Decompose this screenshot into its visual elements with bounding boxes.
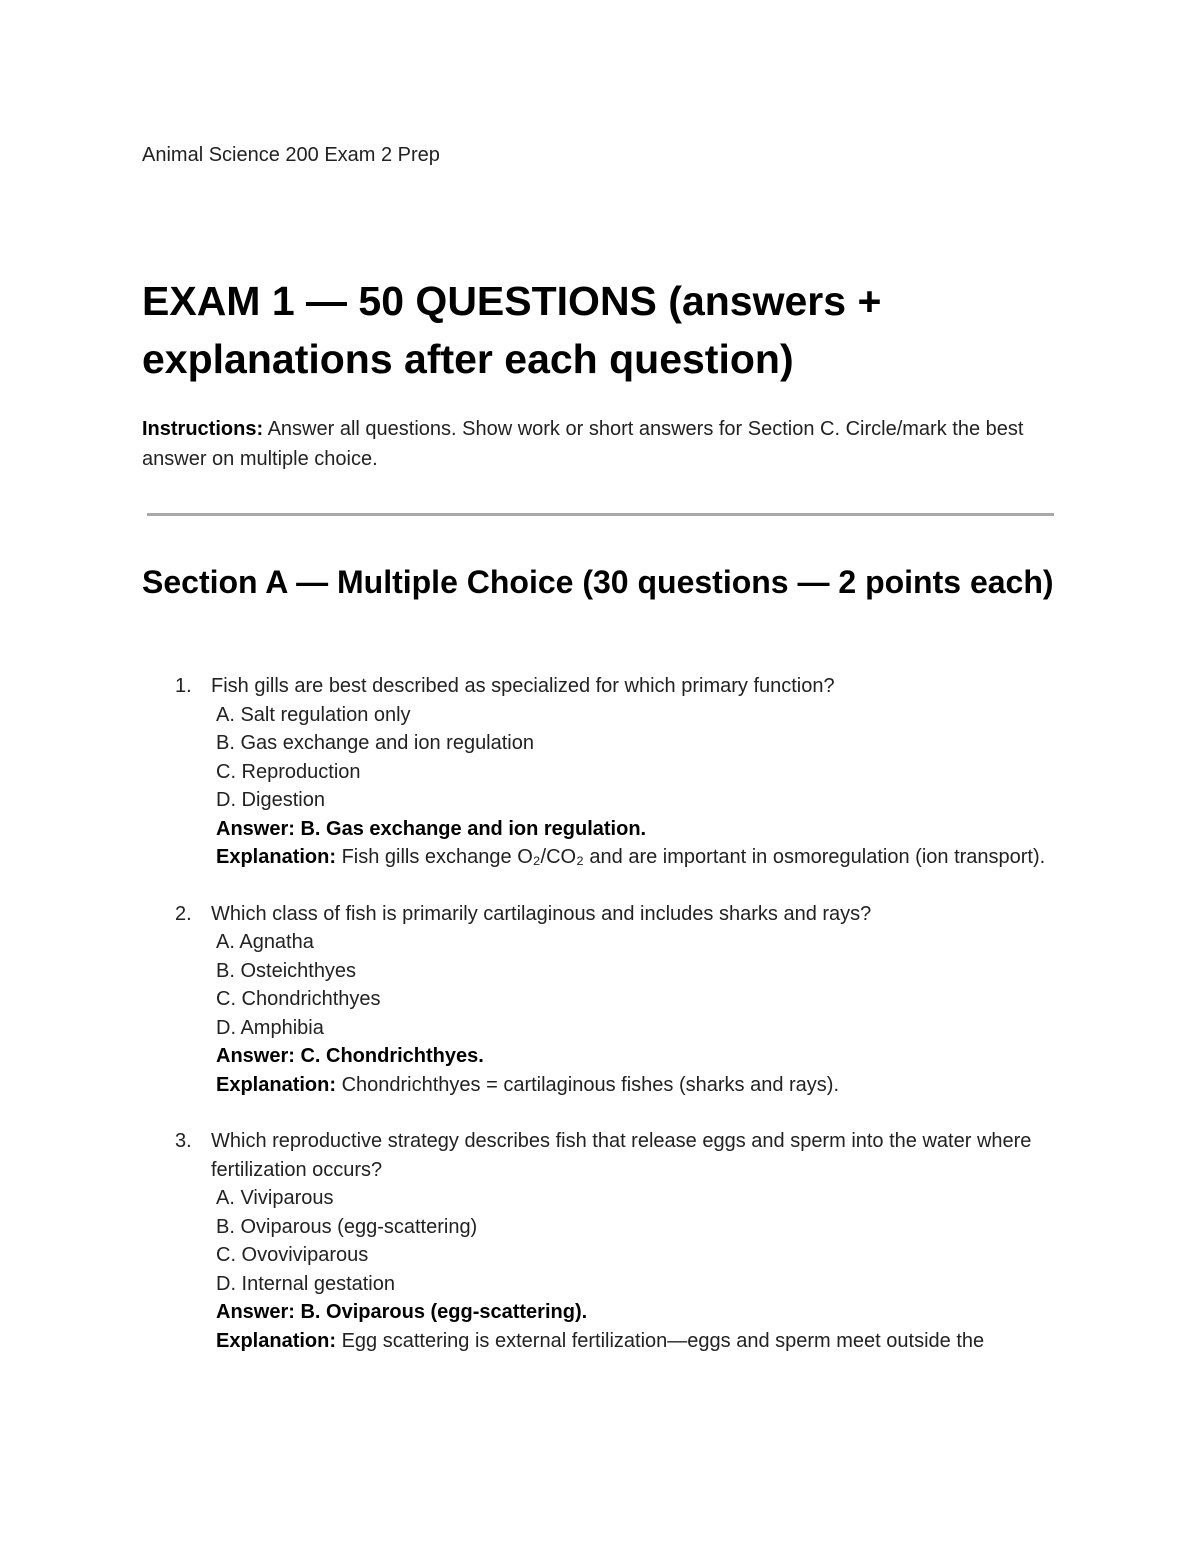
instructions-text: Answer all questions. Show work or short answers for Section C. Circle/mark the best answer on multiple choice. [142,418,1024,470]
explanation-text: Chondrichthyes = cartilaginous fishes (sharks and rays). [336,1073,840,1096]
explanation [211,1327,1061,1356]
question-number: 2. [175,902,192,925]
instructions [142,414,1072,474]
answer-option: A. Salt regulation only [216,703,411,726]
question-number: 3. [175,1130,192,1152]
section-divider [147,513,1054,516]
correct-answer: Answer: B. Oviparous (egg-scattering). [216,1301,588,1323]
explanation [211,843,1061,872]
exam-title: EXAM 1 — 50 QUESTIONS (answers + explanations after each question) [142,278,882,382]
question-body [211,1127,1061,1355]
question-text: Fish gills are best described as specialized for which primary function? [211,675,835,697]
answer-option: A. Agnatha [216,931,314,953]
question-list [0,672,1200,1383]
answer-option: C. Reproduction [216,760,361,783]
correct-answer: Answer: C. Chondrichthyes. [216,1045,484,1067]
question-number: 1. [175,675,192,697]
explanation-text: Egg scattering is external fertilization—eggs and sperm meet outside the [336,1329,985,1352]
question-body [211,900,1061,1100]
answer-option: B. Osteichthyes [216,959,357,982]
document-header: Animal Science 200 Exam 2 Prep [142,144,440,166]
answer-option: D. Amphibia [216,1016,324,1039]
answer-option: D. Internal gestation [216,1272,395,1295]
question-item [0,900,1200,1100]
answer-option: C. Chondrichthyes [216,988,381,1010]
answer-option: C. Ovoviviparous [216,1244,369,1266]
answer-option: D. Digestion [216,789,325,811]
question-item [0,1127,1200,1355]
instructions-label: Instructions: [142,418,264,440]
explanation-label: Explanation: [216,846,337,868]
question-body [211,672,1061,872]
correct-answer: Answer: B. Gas exchange and ion regulation. [216,817,647,840]
explanation-text: Fish gills exchange O₂/CO₂ and are important in osmoregulation (ion transport). [336,846,1046,868]
section-a-heading: Section A — Multiple Choice (30 questions — 2 points each) [142,564,1054,600]
explanation-label: Explanation: [216,1073,337,1096]
answer-option: A. Viviparous [216,1187,334,1209]
question-text: Which class of fish is primarily cartilaginous and includes sharks and rays? [211,902,872,925]
answer-option: B. Oviparous (egg-scattering) [216,1215,478,1238]
explanation-label: Explanation: [216,1329,337,1352]
answer-option: B. Gas exchange and ion regulation [216,732,534,754]
explanation [211,1071,1061,1100]
question-text: Which reproductive strategy describes fish that release eggs and sperm into the water where fertilization occurs? [211,1130,1032,1181]
question-item [0,672,1200,872]
